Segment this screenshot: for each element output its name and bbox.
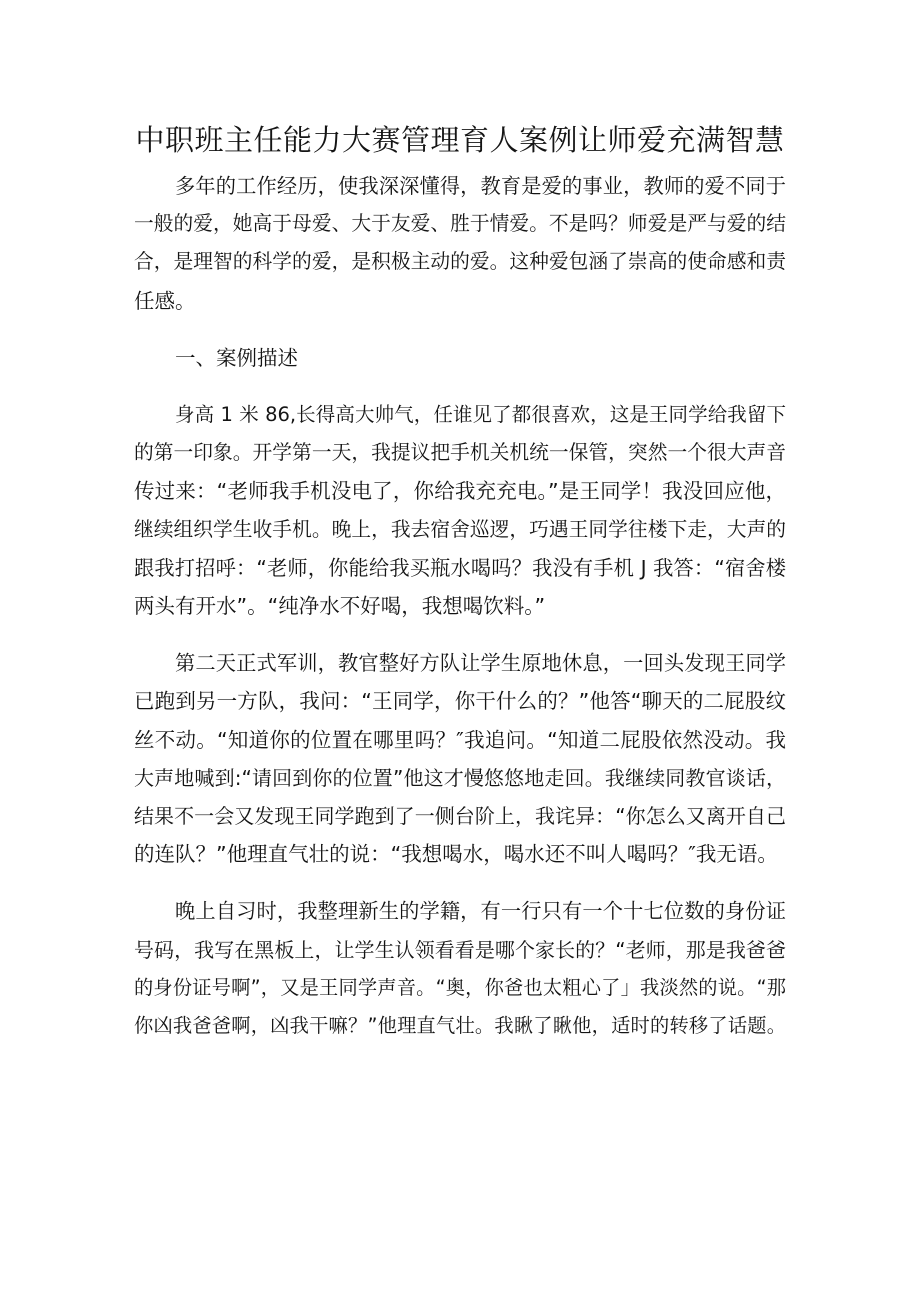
paragraph-line: 两头有开水”。“纯净水不好喝，我想喝饮料。” — [134, 594, 546, 619]
document-title: 中职班主任能力大赛管理育人案例让师爱充满智慧 — [135, 123, 785, 157]
document-body — [134, 167, 786, 1064]
paragraph-line: 结果不一会又发现王同学跑到了一侧台阶上，我诧异：“你怎么又离开自己 — [134, 804, 786, 829]
paragraph-line: 的第一印象。开学第一天，我提议把手机关机统一保管，突然一个很大声音 — [134, 441, 786, 465]
paragraph-line: 的身份证号啊”，又是王同学声音。“奥，你爸也太粗心了」我淡然的说。“那 — [134, 975, 786, 999]
intro-paragraph — [134, 167, 786, 320]
case-paragraph-3 — [134, 892, 786, 1045]
section-heading: 一、案例描述 — [175, 345, 298, 370]
paragraph-line: 一般的爱，她高于母爱、大于友爱、胜于情爱。不是吗？师爱是严与爱的结 — [134, 212, 786, 236]
paragraph-line: 的连队？”他理直气壮的说：“我想喝水，喝水还不叫人喝吗？″我无语。 — [134, 842, 778, 867]
paragraph-line: 传过来：“老师我手机没电了，你给我充充电。”是王同学！我没回应他， — [134, 479, 786, 504]
paragraph-line: 你凶我爸爸啊，凶我干嘛？”他理直气壮。我瞅了瞅他，适时的转移了话题。 — [134, 1014, 786, 1038]
paragraph-line: 跟我打招呼：“老师，你能给我买瓶水喝吗？我没有手机 J 我答：“宿舍楼 — [134, 555, 786, 580]
paragraph-line: 身高 1 米 86,长得高大帅气，任谁见了都很喜欢，这是王同学给我留下 — [175, 403, 786, 427]
paragraph-line: 第二天正式军训，教官整好方队让学生原地休息，一回头发现王同学 — [175, 651, 786, 676]
case-paragraph-1 — [134, 396, 786, 625]
paragraph-line: 晚上自习时，我整理新生的学籍，有一行只有一个十七位数的身份证 — [175, 899, 786, 924]
paragraph-line: 合，是理智的科学的爱，是积极主动的爱。这种爱包涵了崇高的使命感和责 — [134, 250, 786, 274]
paragraph-line: 任感。 — [134, 288, 196, 313]
paragraph-line: 已跑到另一方队，我问：“王同学，你干什么的？”他答“聊天的二屁股纹 — [134, 689, 786, 714]
case-paragraph-2 — [134, 644, 786, 873]
paragraph-line: 号码，我写在黑板上，让学生认领看看是哪个家长的？“老师，那是我爸爸 — [134, 937, 786, 962]
paragraph-line: 大声地喊到:“请回到你的位置”他这才慢悠悠地走回。我继续同教官谈话， — [134, 765, 786, 790]
paragraph-line: 多年的工作经历，使我深深懂得，教育是爱的事业，教师的爱不同于 — [175, 174, 786, 198]
paragraph-line: 继续组织学生收手机。晚上，我去宿舍巡逻，巧遇王同学往楼下走，大声的 — [134, 517, 786, 541]
paragraph-line: 丝不动。“知道你的位置在哪里吗？″我追问。“知道二屁股依然没动。我 — [134, 727, 786, 752]
